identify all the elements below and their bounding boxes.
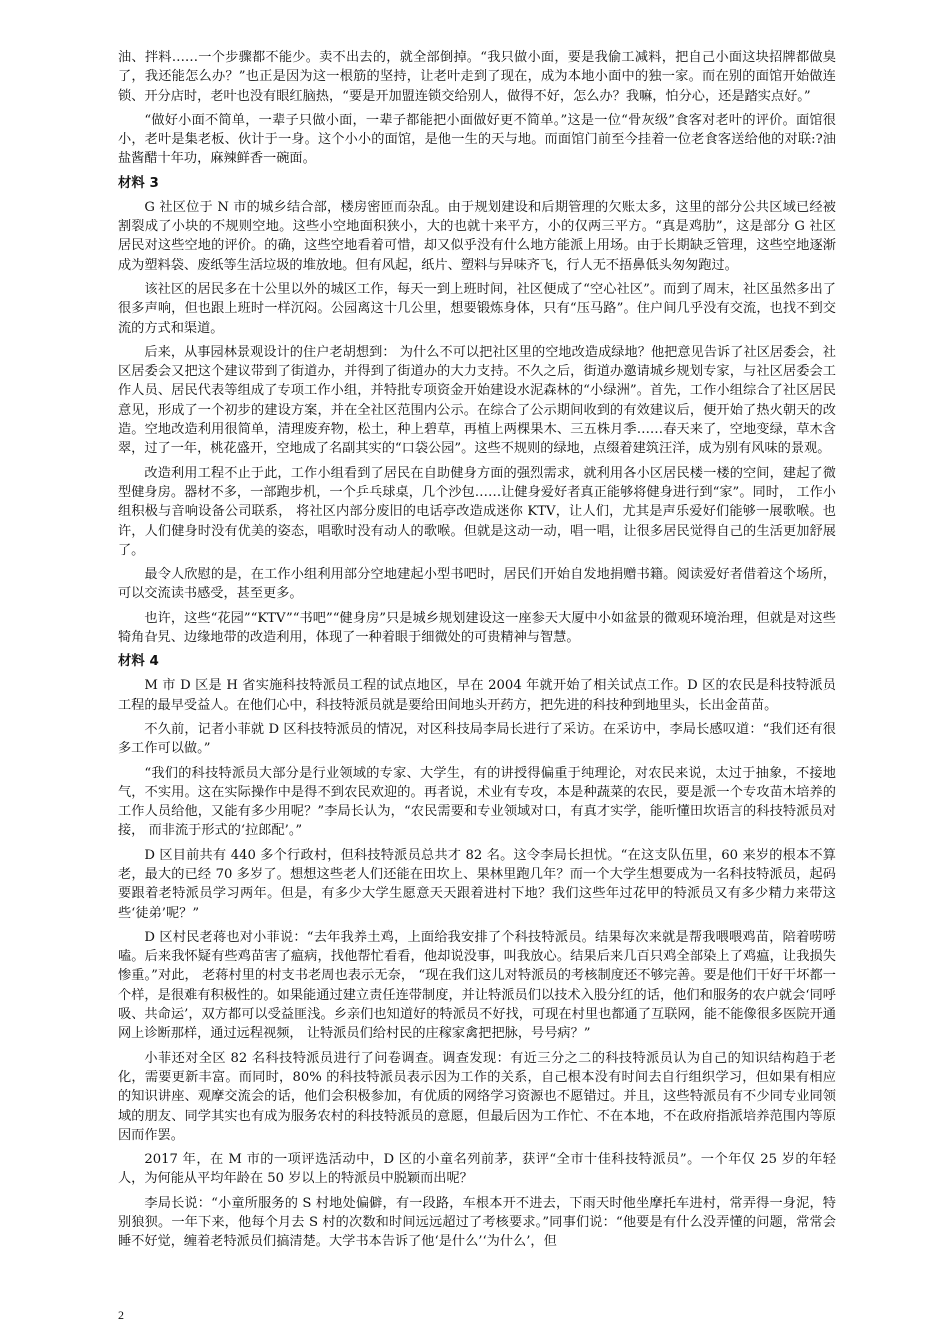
material-3-paragraph-1: G 社区位于 N 市的城乡结合部，楼房密匝而杂乱。由于规划建设和后期管理的欠账太多，这里的部分公共区域已经被割裂成了小块的不规则空地。这些小空地面积狭小，大的也就十来平方，小的仅两三平方。“真是鸡肋”，这是部分 G 社区居民对这些空地的评价。的确，这些空地看着可惜，却又似乎没有什么地方能派上用场。由于长期缺乏管理，这些空地逐渐成为塑料袋、废纸等生活垃圾的堆放地。但有风起，纸片、塑料与异味齐飞，行人无不捂鼻低头匆匆跑过。 <box>118 199 836 273</box>
document-page <box>118 48 836 1257</box>
material-3-paragraph-2: 该社区的居民多在十公里以外的城区工作，每天一到上班时间，社区便成了“空心社区”。而到了周末，社区虽然多出了很多声响，但也跟上班时一样沉闷。公园离这十几公里，想要锻炼身体，只有“压马路”。住户间几乎没有交流，也找不到交流的方式和渠道。 <box>118 281 836 336</box>
material-4-paragraph-4: D 区目前共有 440 多个行政村，但科技特派员总共才 82 名。这令李局长担忧。“在这支队伍里，60 来岁的根本不算老，最大的已经 70 多岁了。想想这些老人们还能在田坎上、果林里跑几年？而一个大学生想要成为一名科技特派员，起码要跟着老特派员学习两年。但是，有多少大学生愿意天天跟着进村下地？我们这些年过花甲的特派员又有多少精力来带这些‘徒弟’呢？” <box>118 847 836 921</box>
material-3-paragraph-3: 后来，从事园林景观设计的住户老胡想到： 为什么不可以把社区里的空地改造成绿地？他把意见告诉了社区居委会，社区居委会又把这个建议带到了街道办，并得到了街道办的大力支持。不久之后，街道办邀请城乡规划专家，与社区居委会工作人员、居民代表等组成了专项工作小组，并特批专项资金开始建设水泥森林的“小绿洲”。首先，工作小组综合了社区居民意见，形成了一个初步的建设方案，并在全社区范围内公示。在综合了公示期间收到的有效建议后，便开始了热火朝天的改造。空地改造利用很简单，清理废弃物，松土，种上碧草，再植上两棵果木、三五株月季……春天来了，空地变绿，草木含翠，过了一年，桃花盛开，空地成了名副其实的“口袋公园”。这些不规则的绿地，点缀着建筑汪洋，成为别有风味的景观。 <box>118 344 836 457</box>
material-3-paragraph-5: 最令人欣慰的是，在工作小组利用部分空地建起小型书吧时，居民们开始自发地捐赠书籍。阅读爱好者借着这个场所，可以交流读书感受，甚至更多。 <box>118 567 836 602</box>
material-3-paragraph-4: 改造利用工程不止于此，工作小组看到了居民在自助健身方面的强烈需求，就利用各小区居民楼一楼的空间，建起了微型健身房。器材不多，一部跑步机，一个乒乓球桌，几个沙包……让健身爱好者真正能够将健身进行到“家”。同时， 工作小组积极与音响设备公司联系， 将社区内部分废旧的电话亭改造成迷你 KTV，让人们，尤其是声乐爱好们能够一展歌喉。也许，人们健身时没有优美的姿态，唱歌时没有动人的歌喉。但就是这动一动，唱一唱，让很多居民觉得自己的生活更加舒展了。 <box>118 465 836 558</box>
page-number: 2 <box>118 1308 124 1322</box>
material-4-paragraph-6: 小菲还对全区 82 名科技特派员进行了问卷调查。调查发现：有近三分之二的科技特派员认为自己的知识结构趋于老化，需要更新丰富。而同时，80% 的科技特派员表示因为工作的关系，自己根本没有时间去自行组织学习，但如果有相应的知识讲座、观摩交流会的话，他们会积极参加，有优质的网络学习资源也不愿错过。并且，这些特派员有不少同专业同领域的朋友、同学其实也有成为服务农村的科技特派员的意愿，但最后因为工作忙、不在本地，不在政府指派培养范围内等原因而作罢。 <box>118 1050 836 1143</box>
material-4-paragraph-1: M 市 D 区是 H 省实施科技特派员工程的试点地区，早在 2004 年就开始了相关试点工作。D 区的农民是科技特派员工程的最早受益人。在他们心中，科技特派员就是要给田间地头开药方，把先进的科技种到地里头，长出金苗苗。 <box>118 678 836 713</box>
intro-paragraph-2: “做好小面不简单，一辈子只做小面，一辈子都能把小面做好更不简单。”这是一位“骨灰级”食客对老叶的评价。面馆很小，老叶是集老板、伙计于一身。这个小小的面馆，是他一生的天与地。而面馆门前至今挂着一位老食客送给他的对联:?油盐酱醋十年功，麻辣鲜香一碗面。 <box>118 112 836 167</box>
intro-paragraph-1: 油、拌料……一个步骤都不能少。卖不出去的，就全部倒掉。“我只做小面，要是我偷工减料，把自己小面这块招牌都做臭了，我还能怎么办？”也正是因为这一根筋的坚持，让老叶走到了现在，成为本地小面中的独一家。而在别的面馆开始做连锁、开分店时，老叶也没有眼红脑热，“要是开加盟连锁交给别人，做得不好，怎么办？我嘛，怕分心，还是踏实点好。” <box>118 50 836 104</box>
material-4-paragraph-3: “我们的科技特派员大部分是行业领域的专家、大学生，有的讲授得偏重于纯理论，对农民来说，太过于抽象，不接地气，不实用。这在实际操作中是得不到农民欢迎的。再者说，术业有专攻，本是种蔬菜的农民，要是派一个专攻苗木培养的工作人员给他，又能有多少用呢？”李局长认为，“农民需要和专业领域对口，有真才实学，能听懂田坎语言的科技特派员对接， 而非流于形式的‘拉郎配’。” <box>118 765 836 839</box>
material-4-paragraph-8: 李局长说：“小童所服务的 S 村地处偏僻，有一段路，车根本开不进去，下雨天时他坐摩托车进村，常弄得一身泥，特别狼狈。一年下来，他每个月去 S 村的次数和时间远远超过了考核要求。”同事们说：“他要是有什么没弄懂的问题，常常会睡不好觉，缠着老特派员们搞清楚。大学书本告诉了他‘是什么’‘为什么’，但 <box>118 1195 836 1250</box>
material-4-heading: 材料 4 <box>118 654 159 670</box>
material-4-paragraph-7: 2017 年，在 M 市的一项评选活动中，D 区的小童名列前茅，获评“全市十佳科技特派员”。一个年仅 25 岁的年轻人，为何能从平均年龄在 50 岁以上的特派员中脱颖而出呢？ <box>118 1152 836 1187</box>
material-4-paragraph-2: 不久前，记者小菲就 D 区科技特派员的情况，对区科技局李局长进行了采访。在采访中，李局长感叹道：“我们还有很多工作可以做。” <box>118 721 836 757</box>
material-4-paragraph-5: D 区村民老蒋也对小菲说：“去年我养土鸡，上面给我安排了个科技特派员。结果每次来就是帮我喂喂鸡苗，陪着唠唠嗑。后来我怀疑有些鸡苗害了瘟病，找他帮忙看看，他却说没事，叫我放心。结果后来几百只鸡全部染上了鸡瘟，让我损失惨重。”对此， 老蒋村里的村支书老周也表示无奈， “现在我们这儿对特派员的考核制度还不够完善。要是他们干好干坏都一个样，是很难有积极性的。如果能通过建立责任连带制度，并让特派员们以技术入股分红的话，他们和服务的农户就会‘同呼吸、共命运’，双方都可以受益匪浅。乡亲们也知道好的特派员不好找，可现在村里也都通了互联网，能不能像很多医院开通网上诊断那样，通过远程视频， 让特派员们给村民的庄稼家禽把把脉，号号病？” <box>118 929 836 1042</box>
material-3-paragraph-6: 也许，这些“花园”“KTV”“书吧”“健身房”只是城乡规划建设这一座参天大厦中小如盆景的微观环境治理，但就是对这些犄角旮旯、边缘地带的改造利用，体现了一种着眼于细微处的可贵精神与智慧。 <box>118 610 836 646</box>
material-3-heading: 材料 3 <box>118 175 159 191</box>
